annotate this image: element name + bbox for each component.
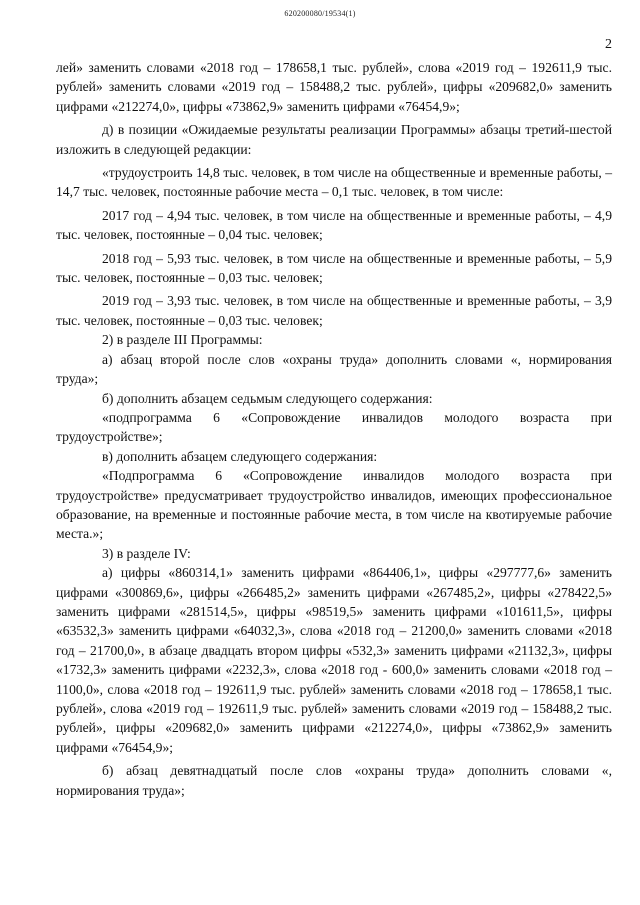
paragraph-item-b-section-3: б) дополнить абзацем седьмым следующего содержания:	[102, 390, 433, 406]
paragraph-year-2018: 2018 год – 5,93 тыс. человек, в том числе на общественные и временные работы, – 5,9 тыс. человек, постоянные – 0,03 тыс. человек;	[56, 250, 612, 286]
paragraph-item-b-section-4: б) абзац девятнадцатый после слов «охраны труда» дополнить словами «, нормирования труда»;	[56, 763, 612, 798]
paragraph-item-d: д) в позиции «Ожидаемые результаты реализации Программы» абзацы третий-шестой изложить в следующей редакции:	[56, 122, 612, 157]
document-body	[56, 58, 612, 800]
page-number: 2	[605, 37, 612, 52]
paragraph-quote-subprogram-6: «подпрограмма 6 «Сопровождение инвалидов молодого возраста при трудоустройстве»;	[56, 409, 612, 445]
paragraph-section-4: 3) в разделе IV:	[102, 545, 191, 561]
paragraph-quote-subprogram-6-text: «Подпрограмма 6 «Сопровождение инвалидов молодого возраста при трудоустройстве» предусматривает трудоустройство инвалидов, имеющих профессиональное образование, на временные и постоянные рабочие места, в том числе на квотируемые рабочие места.»;	[56, 468, 612, 542]
paragraph-item-a-section-3: а) абзац второй после слов «охраны труда» дополнить словами «, нормирования труда»;	[56, 351, 612, 387]
paragraph-section-3: 2) в разделе III Программы:	[102, 332, 263, 348]
paragraph-item-a-section-4: а) цифры «860314,1» заменить цифрами «864406,1», цифры «297777,6» заменить цифрами «300869,6», цифры «266485,2» заменить цифрами «267485,2», цифры «278422,5» заменить цифрами «281514,5», цифры «98519,5» заменить цифрами «101611,5», цифры «63532,3» заменить цифрами «64032,3», слова «2018 год – 21200,0» заменить словами «2018 год – 21700,0», в абзаце двадцать втором цифры «532,3» заменить цифрами «21132,3», цифры «1732,3» заменить цифрами «2232,3», слова «2018 год - 600,0» заменить словами «2018 год – 1100,0», слова «2018 год – 192611,9 тыс. рублей» заменить словами «2018 год – 178658,1 тыс. рублей», слова «2019 год – 192611,9 тыс. рублей» заменить словами «2019 год – 158488,2 тыс. рублей», цифры «209682,0» заменить цифрами «212274,0», цифры «73862,9» заменить цифрами «76454,9»;	[56, 565, 612, 755]
paragraph-year-2017: 2017 год – 4,94 тыс. человек, в том числе на общественные и временные работы, – 4,9 тыс. человек, постоянные – 0,04 тыс. человек;	[56, 207, 612, 243]
paragraph-year-2019: 2019 год – 3,93 тыс. человек, в том числе на общественные и временные работы, – 3,9 тыс. человек, постоянные – 0,03 тыс. человек;	[56, 293, 612, 328]
paragraph-item-v-section-3: в) дополнить абзацем следующего содержания:	[102, 448, 378, 464]
paragraph-continuation: лей» заменить словами «2018 год – 178658,1 тыс. рублей», слова «2019 год – 192611,9 тыс. рублей» заменить словами «2019 год – 158488,2 тыс. рублей», цифры «209682,0» заменить цифрами «212274,0», цифры «73862,9» заменить цифрами «76454,9»;	[56, 60, 612, 114]
paragraph-quote-results: «трудоустроить 14,8 тыс. человек, в том числе на общественные и временные работы, – 14,7 тыс. человек, постоянные рабочие места – 0,1 тыс. человек, в том числе:	[56, 165, 612, 200]
document-code: 620200080/19534(1)	[284, 9, 356, 18]
